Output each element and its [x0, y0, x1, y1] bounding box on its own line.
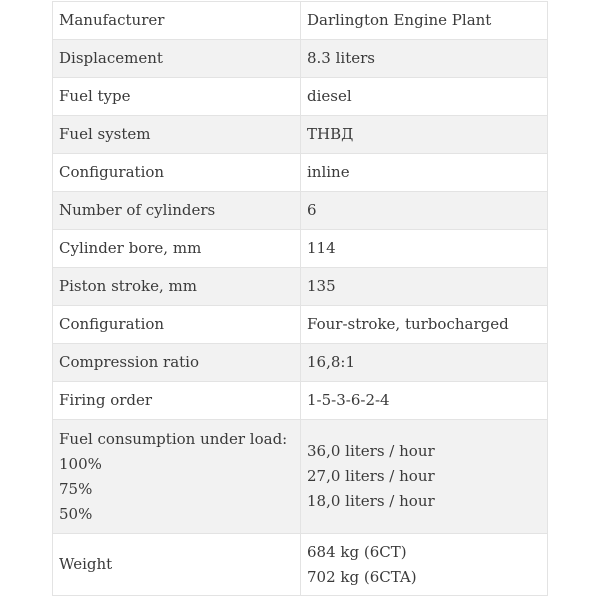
spec-row-configuration	[53, 154, 548, 192]
spec-label: Piston stroke, mm	[53, 268, 301, 306]
spec-value: Darlington Engine Plant	[301, 2, 548, 40]
spec-label: Configuration	[53, 154, 301, 192]
spec-label: Number of cylinders	[53, 192, 301, 230]
spec-label: Weight	[53, 534, 301, 596]
spec-value: diesel	[301, 78, 548, 116]
spec-row-displacement	[53, 40, 548, 78]
spec-label: Cylinder bore, mm	[53, 230, 301, 268]
weight-6cta: 702 kg (6CTA)	[307, 567, 417, 586]
load-100: 100%	[59, 454, 102, 473]
spec-label: Displacement	[53, 40, 301, 78]
spec-value: 135	[301, 268, 548, 306]
weight-6ct: 684 kg (6CT)	[307, 542, 407, 561]
load-75: 75%	[59, 479, 93, 498]
spec-label: Firing order	[53, 382, 301, 420]
spec-label: Configuration	[53, 306, 301, 344]
fuel-consumption-label: Fuel consumption under load:	[59, 429, 288, 448]
spec-row-fuel-system	[53, 116, 548, 154]
spec-label: Fuel type	[53, 78, 301, 116]
spec-value: ТНВД	[301, 116, 548, 154]
spec-value: 16,8:1	[301, 344, 548, 382]
engine-specs-table	[52, 1, 548, 596]
spec-row-compression	[53, 344, 548, 382]
consumption-100: 36,0 liters / hour	[307, 442, 435, 460]
spec-value: 1-5-3-6-2-4	[301, 382, 548, 420]
spec-label	[53, 420, 301, 534]
spec-value: 8.3 liters	[301, 40, 548, 78]
spec-label: Compression ratio	[53, 344, 301, 382]
spec-row-cylinders	[53, 192, 548, 230]
spec-label: Manufacturer	[53, 2, 301, 40]
load-50: 50%	[59, 504, 93, 523]
spec-value: inline	[301, 154, 548, 192]
spec-row-fuel-type	[53, 78, 548, 116]
spec-row-bore	[53, 230, 548, 268]
consumption-50: 18,0 liters / hour	[307, 492, 435, 510]
spec-value	[301, 534, 548, 596]
spec-label: Fuel system	[53, 116, 301, 154]
spec-value: Four-stroke, turbocharged	[301, 306, 548, 344]
spec-row-fuel-consumption	[53, 420, 548, 534]
consumption-75: 27,0 liters / hour	[307, 467, 435, 485]
spec-row-firing-order	[53, 382, 548, 420]
spec-row-manufacturer	[53, 2, 548, 40]
spec-value: 114	[301, 230, 548, 268]
spec-row-weight	[53, 534, 548, 596]
spec-value: 6	[301, 192, 548, 230]
spec-value	[301, 420, 548, 534]
spec-row-cycle	[53, 306, 548, 344]
spec-row-stroke	[53, 268, 548, 306]
